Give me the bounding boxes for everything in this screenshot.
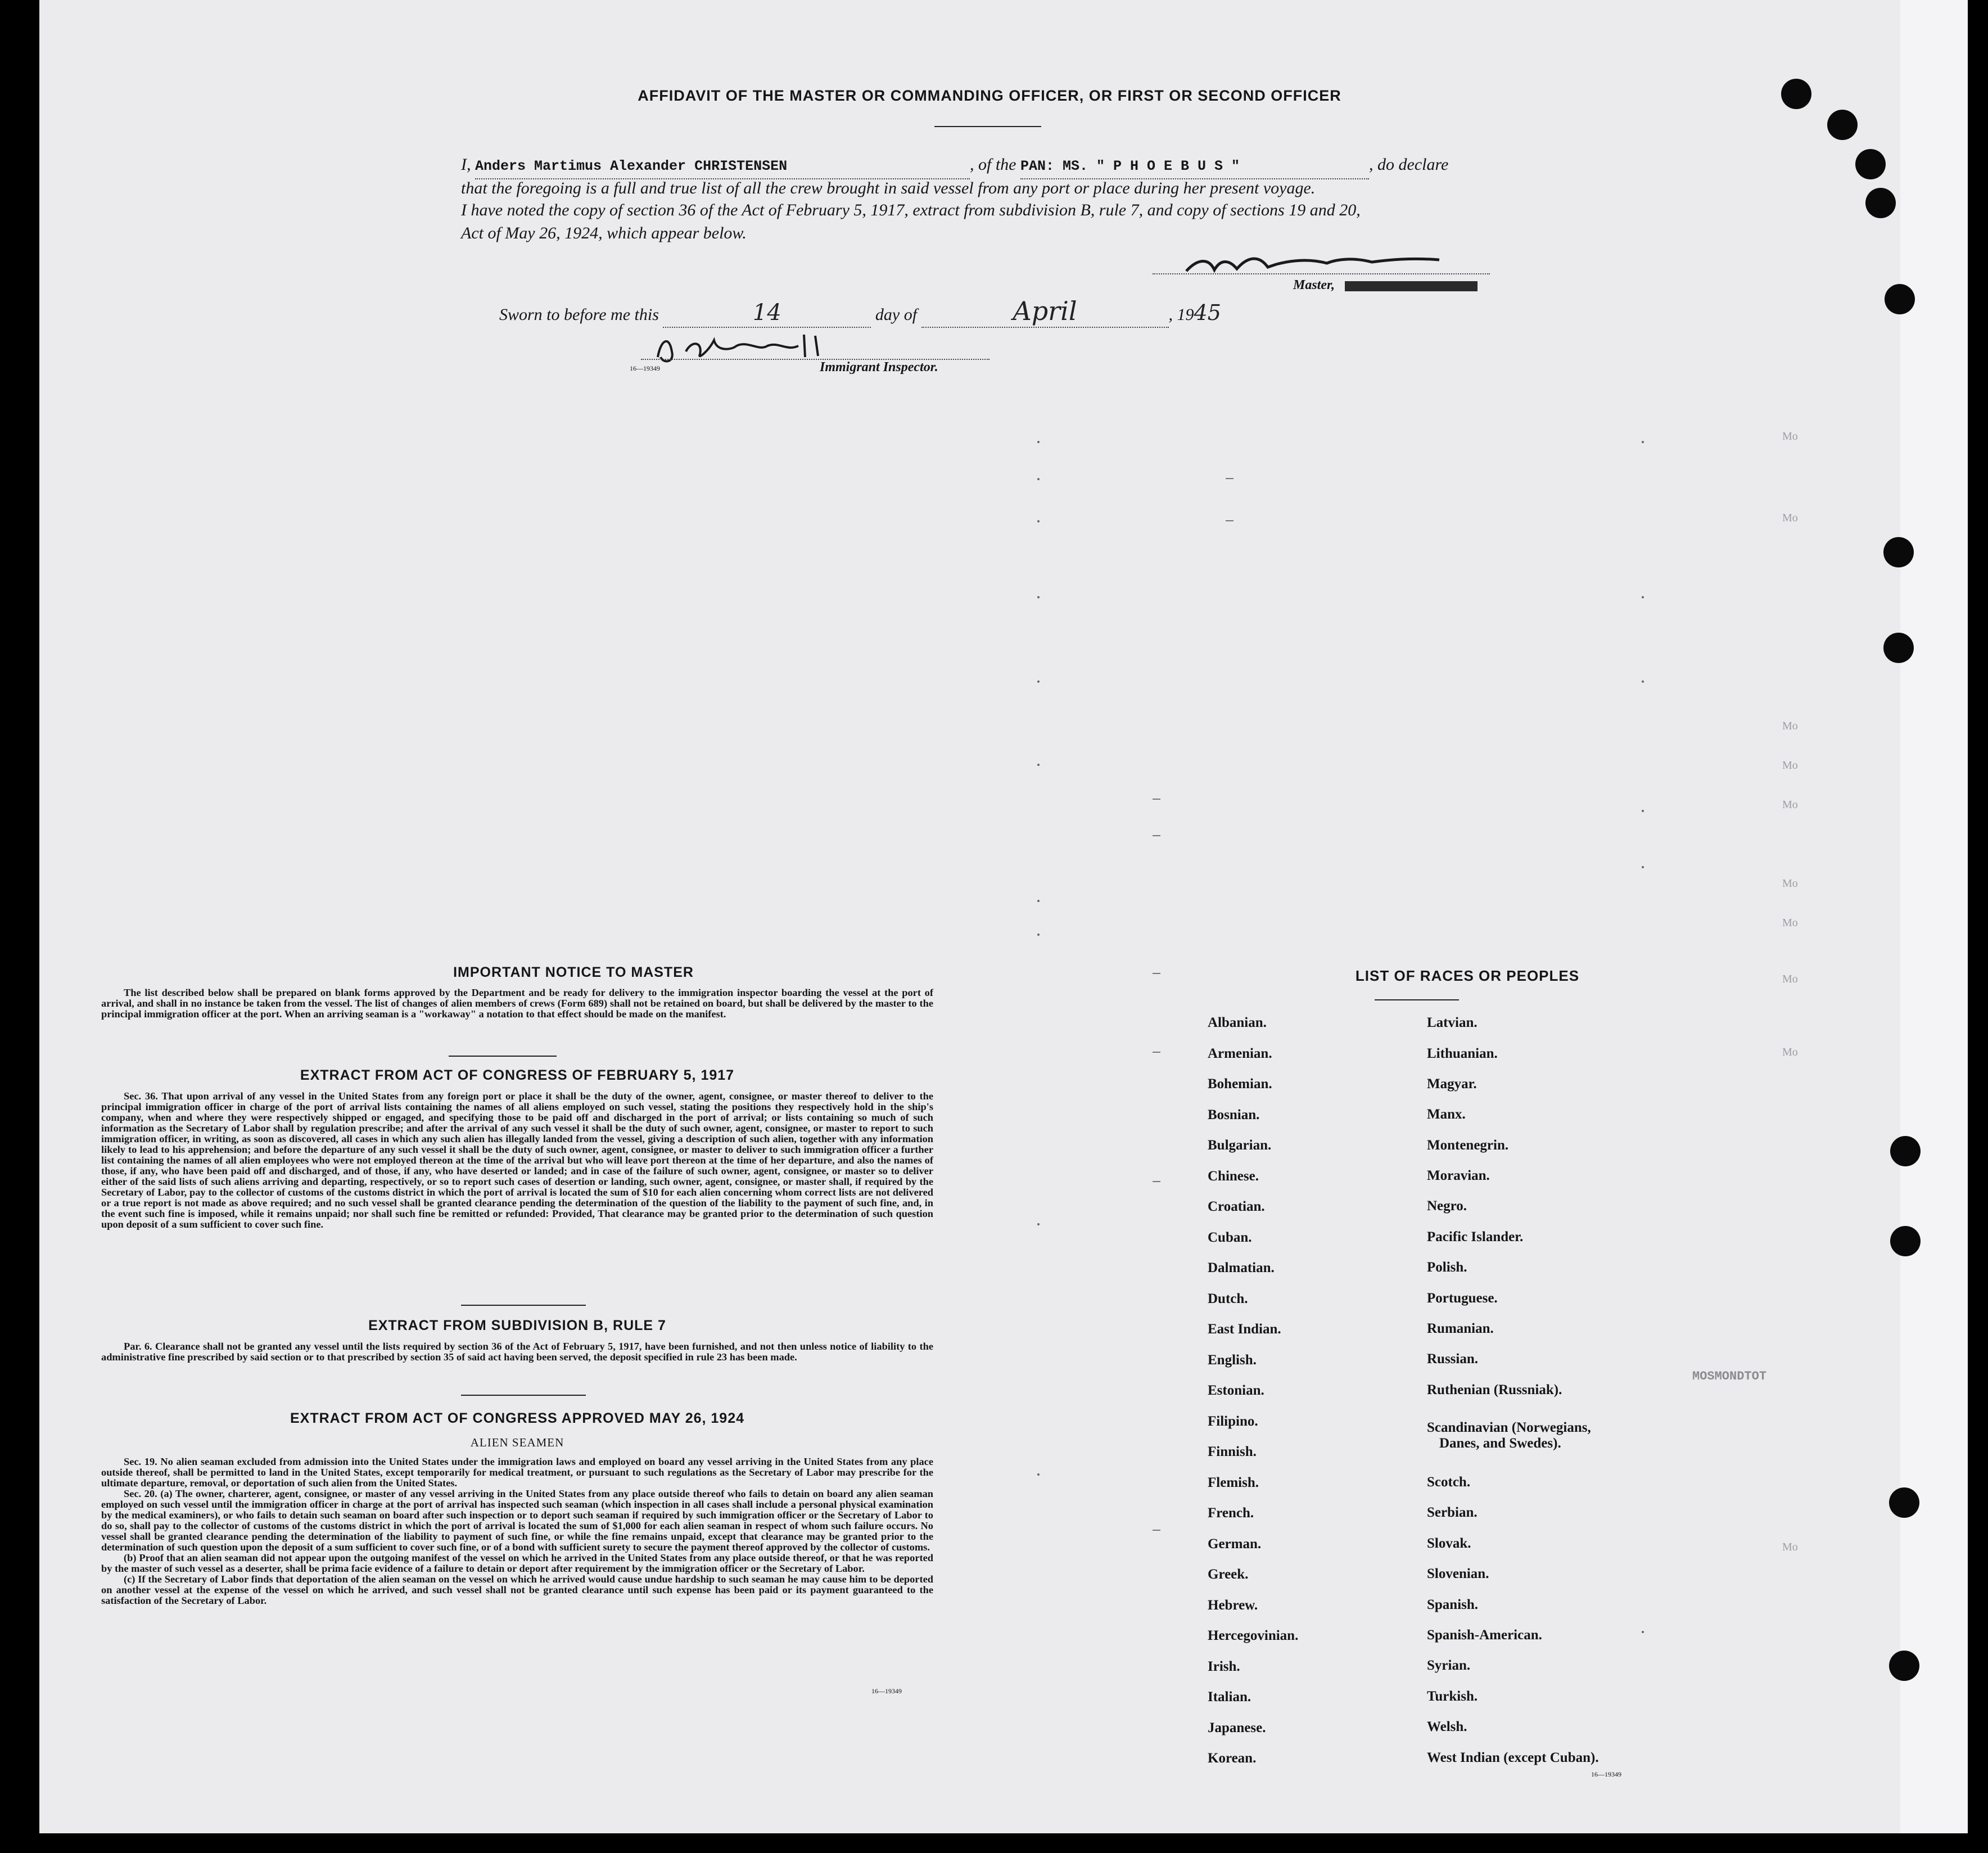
- race-item: English.: [1208, 1352, 1257, 1368]
- sworn-day: 14: [752, 300, 781, 326]
- vessel-name: PAN: MS. " P H O E B U S ": [1020, 158, 1240, 174]
- sec-20a-paragraph: Sec. 20. (a) The owner, charterer, agent, consignee, or master of any vessel arriving in the United States from any place outside thereof who fails to detain on board any alien seaman employed on such vessel until the immigration officer in charge at the port of arrival has inspected such seaman (which inspection in all cases shall include a personal physical examination by the medical examiners), or who fails to detain such seaman on board after such inspection or to deport such seaman if required by such immigration officer or the Secretary of Labor to do so, shall pay to the collector of customs of the customs district in which the port of arrival is located the sum of $1,000 for each alien seaman in respect of whom such failure occurs. No vessel shall be granted clearance pending the determination of the liability to payment of such fine, or while the fine remains unpaid, except that clearance may be granted prior to the determination of such question upon the deposit of a sum sufficient to cover such fine, or of a bond with sufficient surety to secure the payment thereof approved by the collector of customs.: [101, 1488, 933, 1553]
- punch-hole: [1889, 1651, 1919, 1681]
- sworn-label: Sworn to before me this: [499, 305, 659, 324]
- extract-form-number: 16—19349: [871, 1687, 902, 1695]
- race-item: Dutch.: [1208, 1291, 1248, 1306]
- notice-paragraph: The list described below shall be prepared on blank forms approved by the Department and be ready for delivery to the immigration inspector boarding the vessel at the port of arrival, and shall in no instance be taken from the vessel. The list of changes of alien members of crews (Form 689) shall not be retained on board, but shall be delivered by the master to the principal immigration officer at the port. When an arriving seaman is a "workaway" a notation to that effect should be made on the manifest.: [101, 987, 933, 1020]
- bleed-code: Mo: [1782, 877, 1798, 890]
- vessel-field: [1020, 155, 1369, 179]
- of-the-label: , of the: [970, 155, 1016, 174]
- punch-hole: [1883, 633, 1914, 663]
- master-title: [1293, 278, 1335, 293]
- race-item: Portuguese.: [1427, 1291, 1498, 1306]
- bleed-code: Mo: [1782, 512, 1798, 524]
- punch-hole: [1890, 1226, 1921, 1256]
- struck-through-title-icon: [1345, 279, 1480, 294]
- master-name: Anders Martimus Alexander CHRISTENSEN: [475, 158, 788, 174]
- race-item: Lithuanian.: [1427, 1046, 1498, 1061]
- bleed-code: Mo: [1782, 973, 1798, 985]
- race-item: Serbian.: [1427, 1505, 1478, 1520]
- extract-rule7-divider: [461, 1395, 586, 1396]
- race-item: Chinese.: [1208, 1168, 1259, 1184]
- race-item: Ruthenian (Russniak).: [1427, 1382, 1562, 1397]
- race-item: Negro.: [1427, 1198, 1467, 1214]
- master-signature-line: [1153, 273, 1490, 274]
- race-item: Montenegrin.: [1427, 1138, 1509, 1153]
- extract-rule7-title: EXTRACT FROM SUBDIVISION B, RULE 7: [368, 1318, 666, 1333]
- declaration-line-4: Act of May 26, 1924, which appear below.: [461, 224, 747, 242]
- race-item: Estonian.: [1208, 1383, 1264, 1398]
- declaration-line-1: [461, 153, 1518, 179]
- extract-rule7-paragraph: Par. 6. Clearance shall not be granted any vessel until the lists required by section 36 of the Act of February 5, 1917, have been furnished, and not then unless notice of liability to the administrative fine prescribed by said section or to that prescribed by section 35 of said act having been served, the deposit specified in rule 23 has been made.: [101, 1341, 933, 1363]
- race-item: Albanian.: [1208, 1015, 1267, 1030]
- race-item: Greek.: [1208, 1567, 1249, 1582]
- race-item: Spanish.: [1427, 1597, 1479, 1612]
- declaration-i: I,: [461, 155, 471, 174]
- do-declare-label: , do declare: [1369, 155, 1449, 174]
- bleed-code: Mo: [1782, 1541, 1798, 1553]
- races-title: LIST OF RACES OR PEOPLES: [1355, 967, 1580, 984]
- race-item: Armenian.: [1208, 1045, 1272, 1061]
- affidavit-title: AFFIDAVIT OF THE MASTER OR COMMANDING OFFICER, OR FIRST OR SECOND OFFICER: [638, 87, 1341, 104]
- punch-hole: [1781, 79, 1811, 109]
- race-item: Russian.: [1427, 1351, 1479, 1367]
- race-item: Rumanian.: [1427, 1321, 1494, 1336]
- sworn-day-field: [663, 301, 871, 328]
- race-item: Slovenian.: [1427, 1566, 1489, 1581]
- page-margin: [1900, 0, 1968, 1833]
- master-title-label: Master,: [1293, 278, 1335, 292]
- race-item: Manx.: [1427, 1107, 1466, 1122]
- race-item: Welsh.: [1427, 1719, 1467, 1734]
- punch-hole: [1890, 1136, 1921, 1166]
- race-item: Polish.: [1427, 1260, 1467, 1275]
- year-suffix: 45: [1194, 300, 1221, 325]
- notice-text: [101, 988, 933, 1020]
- extract-1917-text: [101, 1091, 933, 1230]
- bleed-code: Mo: [1782, 720, 1798, 732]
- race-item: Italian.: [1208, 1689, 1251, 1705]
- bleed-code: Mo: [1782, 799, 1798, 811]
- race-item: Danes, and Swedes).: [1439, 1436, 1561, 1451]
- notice-divider: [449, 1056, 557, 1057]
- sworn-month: April: [1013, 296, 1077, 326]
- race-item: Scotch.: [1427, 1475, 1471, 1490]
- race-item: Slovak.: [1427, 1536, 1471, 1551]
- race-item: Latvian.: [1427, 1015, 1478, 1030]
- race-item: Pacific Islander.: [1427, 1229, 1524, 1245]
- master-name-field: [475, 155, 970, 179]
- race-item: Scandinavian (Norwegians,: [1427, 1420, 1591, 1435]
- race-item: Hercegovinian.: [1208, 1628, 1299, 1643]
- race-item: Flemish.: [1208, 1475, 1259, 1490]
- race-item: German.: [1208, 1536, 1262, 1552]
- day-of-label: day of: [875, 305, 918, 324]
- punch-hole: [1827, 110, 1858, 140]
- bleed-code: Mo: [1782, 430, 1798, 443]
- race-item: Spanish-American.: [1427, 1627, 1542, 1643]
- sworn-month-field: [921, 296, 1169, 328]
- race-item: Finnish.: [1208, 1444, 1257, 1459]
- sworn-line: [499, 296, 1343, 328]
- sec-19-paragraph: Sec. 19. No alien seaman excluded from admission into the United States under the immigration laws and employed on board any vessel arriving in the United States from any place outside thereof, shall be permitted to land in the United States, except temporarily for medical treatment, or pursuant to such regulations as the Secretary of Labor may prescribe for the ultimate departure, removal, or deportation of such alien from the United States.: [101, 1456, 933, 1489]
- race-item: Filipino.: [1208, 1413, 1258, 1429]
- race-item: East Indian.: [1208, 1322, 1281, 1337]
- declaration-line-3: I have noted the copy of section 36 of the Act of February 5, 1917, extract from subdivision B, rule 7, and copy of sections 19 and 20,: [461, 201, 1361, 219]
- race-item: French.: [1208, 1505, 1254, 1521]
- race-item: Bohemian.: [1208, 1076, 1272, 1092]
- declaration-line-2: that the foregoing is a full and true list of all the crew brought in said vessel from any port or place during her present voyage.: [461, 179, 1316, 197]
- race-item: Croatian.: [1208, 1199, 1265, 1214]
- year-prefix: , 19: [1168, 305, 1194, 324]
- title-divider: [934, 126, 1041, 127]
- punch-hole: [1885, 284, 1915, 314]
- races-divider: [1375, 999, 1459, 1000]
- races-form-number: 16—19349: [1591, 1770, 1621, 1778]
- bleed-code: Mo: [1782, 1046, 1798, 1058]
- race-item: Irish.: [1208, 1658, 1240, 1674]
- affidavit-form-number: 16—19349: [630, 364, 660, 372]
- race-item: Hebrew.: [1208, 1597, 1258, 1613]
- race-item: West Indian (except Cuban).: [1427, 1750, 1599, 1765]
- extract-1924-title: EXTRACT FROM ACT OF CONGRESS APPROVED MAY 26, 1924: [290, 1410, 745, 1426]
- inspector-signature: [647, 329, 849, 368]
- race-item: Magyar.: [1427, 1076, 1477, 1092]
- bleed-code: Mo: [1782, 759, 1798, 772]
- race-item: Syrian.: [1427, 1658, 1471, 1673]
- punch-hole: [1855, 149, 1886, 179]
- race-item: Japanese.: [1208, 1720, 1266, 1735]
- race-item: Dalmatian.: [1208, 1260, 1275, 1275]
- bleed-code: Mo: [1782, 917, 1798, 929]
- race-item: Bulgarian.: [1208, 1138, 1272, 1153]
- extract-1917-title: EXTRACT FROM ACT OF CONGRESS OF FEBRUARY 5, 1917: [300, 1067, 735, 1083]
- master-signature: [1175, 247, 1456, 281]
- race-item: Moravian.: [1427, 1168, 1490, 1183]
- extract-rule7-text: [101, 1341, 933, 1363]
- bleed-stamp: MOSMONDTOT: [1692, 1369, 1767, 1383]
- sec-20b-paragraph: (b) Proof that an alien seaman did not appear upon the outgoing manifest of the vessel on which he arrived in the United States from any place outside thereof, or that he was reported by the master of such vessel as a deserter, shall be prima facie evidence of a failure to detain or deport after requirement by the immigration officer or the Secretary of Labor.: [101, 1552, 933, 1574]
- extract-1917-paragraph: Sec. 36. That upon arrival of any vessel in the United States from any foreign port or place it shall be the duty of the owner, agent, consignee, or master thereof to deliver to the principal immigration officer in charge of the port of arrival lists containing the names of all aliens employed on such vessel, stating the positions they respectively hold in the ship's company, when and where they were respectively shipped or engaged, and specifying those to be paid off and discharged in the port of arrival; or lists containing so much of such information as the Secretary of Labor shall by regulation prescribe; and after the arrival of any such vessel it shall be the duty of such owner, agent, consignee, or master to report to such immigration officer, in writing, as soon as discovered, all cases in which any such alien has illegally landed from the vessel, giving a description of such alien, together with any information likely to lead to his apprehension; and before the departure of any such vessel it shall be the duty of such owner, agent, consignee, or master to deliver to such immigration officer a further list containing the names of all alien employees who were not employed thereon at the time of the arrival but who will leave port thereon at the time of her departure, and also the names of those, if any, who have been paid off and discharged, and of those, if any, who have deserted or landed; and in case of the failure of such owner, agent, consignee, or master so to deliver either of the said lists of such aliens arriving and departing, respectively, or so to report such cases of desertion or landing, such owner, agent, consignee, or master shall, if required by the Secretary of Labor, pay to the collector of customs of the customs district in which the port of arrival is located the sum of $10 for each alien concerning whom correct lists are not delivered or a true report is not made as above required; and no such vessel shall be granted clearance pending the determination of the question of the liability to the payment of such fine, and, in the event such fine is imposed, while it remains unpaid; nor shall such fine be remitted or refunded: Provided, That clearance may be granted prior to the determination of such question upon deposit of a sum sufficient to cover such fine.: [101, 1090, 933, 1230]
- notice-title: IMPORTANT NOTICE TO MASTER: [453, 964, 694, 980]
- punch-hole: [1883, 537, 1914, 567]
- race-item: Cuban.: [1208, 1229, 1252, 1245]
- race-item: Bosnian.: [1208, 1107, 1260, 1122]
- punch-hole: [1865, 188, 1896, 218]
- extract-1917-divider: [461, 1305, 586, 1306]
- extract-1924-subtitle: ALIEN SEAMEN: [470, 1436, 564, 1449]
- extract-1924-text: [101, 1457, 933, 1606]
- race-item: Korean.: [1208, 1751, 1257, 1766]
- race-item: Turkish.: [1427, 1689, 1478, 1704]
- inspector-label: Immigrant Inspector.: [820, 360, 938, 375]
- sec-20c-paragraph: (c) If the Secretary of Labor finds that deportation of the alien seaman on the vessel on which he arrived would cause undue hardship to such seaman he may cause him to be deported on another vessel at the expense of the vessel on which he arrived, and such vessel shall not be granted clearance until such expense has been paid or its payment guaranteed to the satisfaction of the Secretary of Labor.: [101, 1574, 933, 1606]
- punch-hole: [1889, 1487, 1919, 1518]
